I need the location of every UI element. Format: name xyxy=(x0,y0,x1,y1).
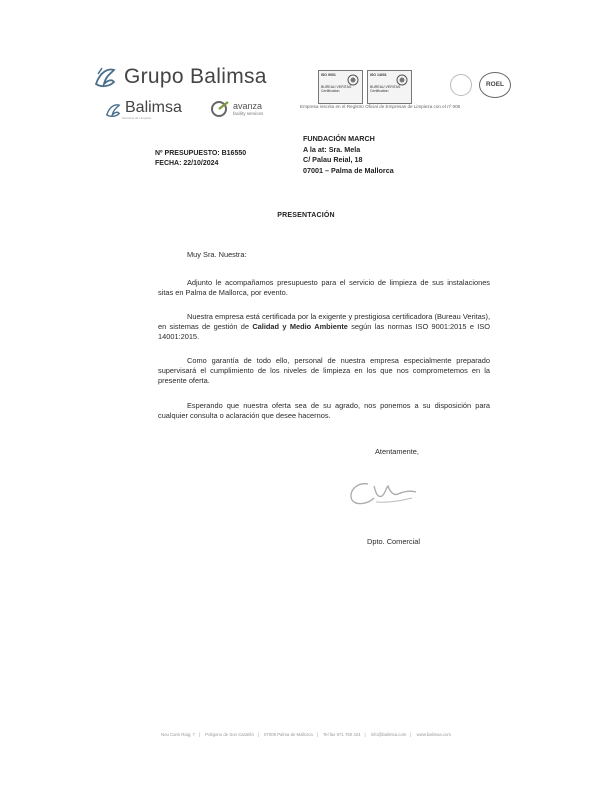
letter-greeting: Muy Sra. Nuestra: xyxy=(187,250,247,259)
certification-highlight: Calidad y Medio Ambiente xyxy=(252,322,348,332)
sender-department: Dpto. Comercial xyxy=(367,537,420,546)
balimsa-small-swirl-icon xyxy=(104,101,122,119)
recipient-attn: A la at: Sra. Mela xyxy=(303,144,361,154)
avanza-name: avanza xyxy=(233,101,263,111)
registry-note: Empresa inscrita en el Registro Oficial de Empresas de Limpieza con el nº 006 xyxy=(300,104,461,109)
iso-9001-badge: ISO 9001 BUREAU VERITAS Certification xyxy=(318,70,363,104)
page-title: PRESENTACIÓN xyxy=(277,212,335,219)
certification-seal-icon xyxy=(450,74,472,96)
handwritten-signature xyxy=(340,472,420,512)
paragraph-2: Nuestra empresa está certificada por la exigente y prestigiosa certificadora (Bureau Veritas), en sistemas de gestión de Calidad y Medio Ambiente según las normas ISO 9001:2015 e ISO 14001:2015. xyxy=(158,312,490,342)
footer-email[interactable]: info@balimsa.com xyxy=(370,732,407,737)
roel-logo: ROEL xyxy=(479,72,511,98)
budget-reference xyxy=(155,149,246,169)
group-logo xyxy=(92,64,267,90)
avanza-tagline: facility services xyxy=(233,111,264,116)
avanza-logo xyxy=(210,100,263,118)
avanza-leaf-icon xyxy=(210,100,230,118)
letter-closing: Atentamente, xyxy=(375,447,419,456)
paragraph-1: Adjunto le acompañamos presupuesto para el servicio de limpieza de sus instalaciones sitas en Palma de Mallorca, por evento. xyxy=(158,278,490,298)
recipient-address xyxy=(303,134,394,176)
group-name: Grupo Balimsa xyxy=(124,65,267,88)
paragraph-4: Esperando que nuestra oferta sea de su agrado, nos ponemos a su disposición para cualquier consulta o aclaración que desee hacernos. xyxy=(158,401,490,421)
footer-website[interactable]: www.balimsa.com xyxy=(416,732,452,737)
paragraph-3: Como garantía de todo ello, personal de nuestra empresa especialmente preparado supervisará el cumplimiento de los niveles de limpieza en los que nos comprometemos en la presente oferta. xyxy=(158,356,490,386)
recipient-city: 07001 – Palma de Mallorca xyxy=(303,165,394,175)
sub-brand-tagline: Servicios de Limpieza xyxy=(122,116,152,120)
sub-brand-name: Balimsa xyxy=(125,99,182,116)
budget-date: FECHA: 22/10/2024 xyxy=(155,160,219,167)
recipient-street: C/ Palau Reial, 18 xyxy=(303,155,363,164)
balimsa-swirl-icon xyxy=(92,64,118,90)
balimsa-logo xyxy=(104,100,182,120)
footer: Nou Cami Raig, 7 | Polígono de Son Castelló | 07009 Palma de Mallorca | Tel fax 971 750 424 | info@balimsa.com | www.balimsa.com xyxy=(160,732,452,737)
budget-number: Nº PRESUPUESTO: B16550 xyxy=(155,150,247,157)
iso-14001-badge: ISO 14001 BUREAU VERITAS Certification xyxy=(367,70,412,104)
recipient-org: FUNDACIÓN MARCH xyxy=(303,134,375,143)
